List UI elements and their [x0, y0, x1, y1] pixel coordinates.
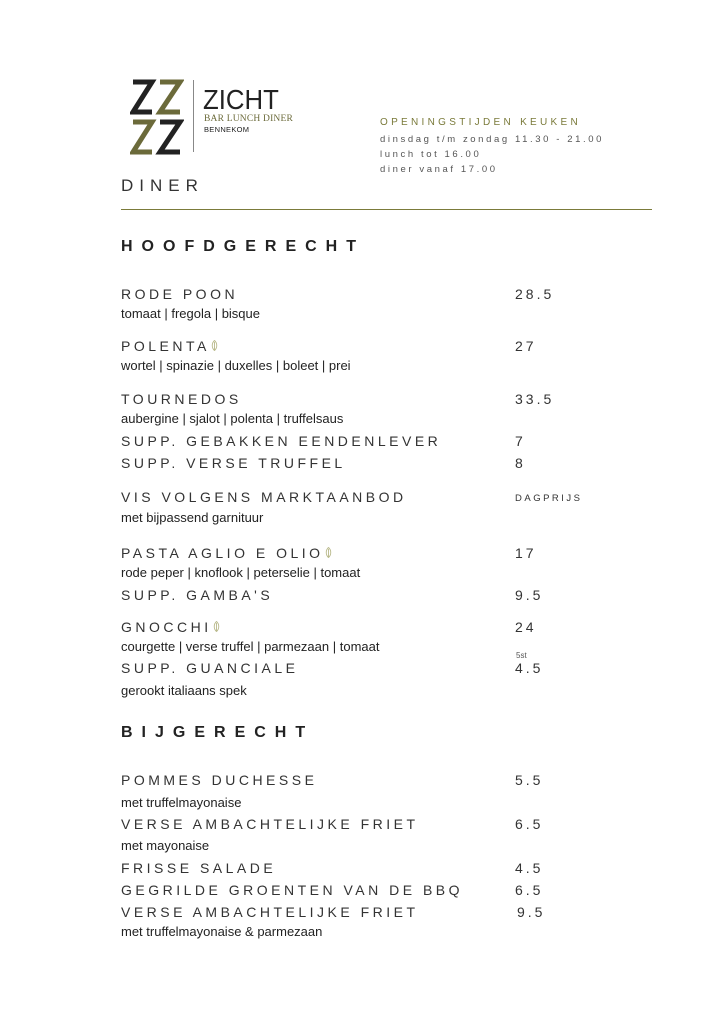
section-title-main: HOOFDGERECHT	[121, 238, 365, 255]
menu-item-name: VIS VOLGENS MARKTAANBOD	[121, 489, 407, 505]
menu-item-desc: tomaat | fregola | bisque	[121, 306, 261, 321]
menu-item-name: POLENTA	[121, 338, 210, 354]
menu-item-price: 6.5	[515, 882, 544, 898]
menu-item-name: GEGRILDE GROENTEN VAN DE BBQ	[121, 882, 464, 898]
menu-item-price: 9.5	[517, 904, 546, 920]
menu-item-name: SUPP. VERSE TRUFFEL	[121, 455, 346, 471]
menu-item-name: SUPP. GEBAKKEN EENDENLEVER	[121, 433, 442, 449]
hours-line: lunch tot 16.00	[380, 149, 482, 160]
menu-item-price: 27	[515, 338, 537, 354]
hours-line: diner vanaf 17.00	[380, 164, 498, 175]
menu-item-name: TOURNEDOS	[121, 391, 242, 407]
menu-item	[121, 339, 218, 353]
menu-item-price: 33.5	[515, 391, 555, 407]
menu-item-name: SUPP. GUANCIALE	[121, 660, 299, 676]
menu-item-name: GNOCCHI	[121, 619, 212, 635]
hours-line: dinsdag t/m zondag 11.30 - 21.00	[380, 134, 605, 145]
menu-item-desc: rode peper | knoflook | peterselie | tomaat	[121, 565, 361, 580]
menu-item-desc: met bijpassend garnituur	[121, 510, 264, 525]
brand-location: BENNEKOM	[204, 125, 250, 134]
menu-item-price: 28.5	[515, 286, 555, 302]
menu-item-price: 4.5	[515, 860, 544, 876]
menu-item-price: 4.5	[515, 660, 544, 676]
section-title-sides: BIJGERECHT	[121, 724, 315, 741]
menu-item-price: 17	[515, 545, 537, 561]
logo-divider	[193, 80, 194, 152]
leaf-icon	[211, 340, 218, 351]
menu-item-desc: aubergine | sjalot | polenta | truffelsaus	[121, 411, 344, 426]
menu-item-name: RODE POON	[121, 286, 239, 302]
menu-item	[121, 620, 220, 634]
zicht-logo-icon	[130, 78, 184, 156]
divider	[121, 209, 652, 210]
menu-item-desc: met mayonaise	[121, 838, 210, 853]
menu-item-price: 9.5	[515, 587, 544, 603]
menu-item-price: 24	[515, 619, 537, 635]
menu-item-desc: met truffelmayonaise	[121, 795, 242, 810]
menu-item-desc: gerookt italiaans spek	[121, 683, 247, 698]
menu-item-name: VERSE AMBACHTELIJKE FRIET	[121, 904, 419, 920]
menu-item-desc: wortel | spinazie | duxelles | boleet | prei	[121, 358, 351, 373]
menu-item-name: PASTA AGLIO E OLIO	[121, 545, 324, 561]
menu-item-name: SUPP. GAMBA'S	[121, 587, 274, 603]
menu-item-name: FRISSE SALADE	[121, 860, 277, 876]
menu-item-price: 5.5	[515, 772, 544, 788]
page-title: DINER	[121, 176, 204, 195]
menu-item-name: VERSE AMBACHTELIJKE FRIET	[121, 816, 419, 832]
menu-item-desc: courgette | verse truffel | parmezaan | tomaat	[121, 639, 380, 654]
menu-item-note: 5st	[516, 651, 527, 660]
menu-item-price: 7	[515, 433, 526, 449]
menu-item-price: 6.5	[515, 816, 544, 832]
menu-item-name: POMMES DUCHESSE	[121, 772, 318, 788]
leaf-icon	[325, 547, 332, 558]
menu-item-price: 8	[515, 455, 526, 471]
menu-item-price: DAGPRIJS	[515, 493, 583, 504]
leaf-icon	[213, 621, 220, 632]
menu-item-desc: met truffelmayonaise & parmezaan	[121, 924, 323, 939]
hours-title: OPENINGSTIJDEN KEUKEN	[380, 117, 581, 128]
brand-name: ZICHT	[203, 84, 279, 115]
brand-tagline: BAR LUNCH DINER	[204, 114, 294, 124]
menu-item	[121, 546, 332, 560]
